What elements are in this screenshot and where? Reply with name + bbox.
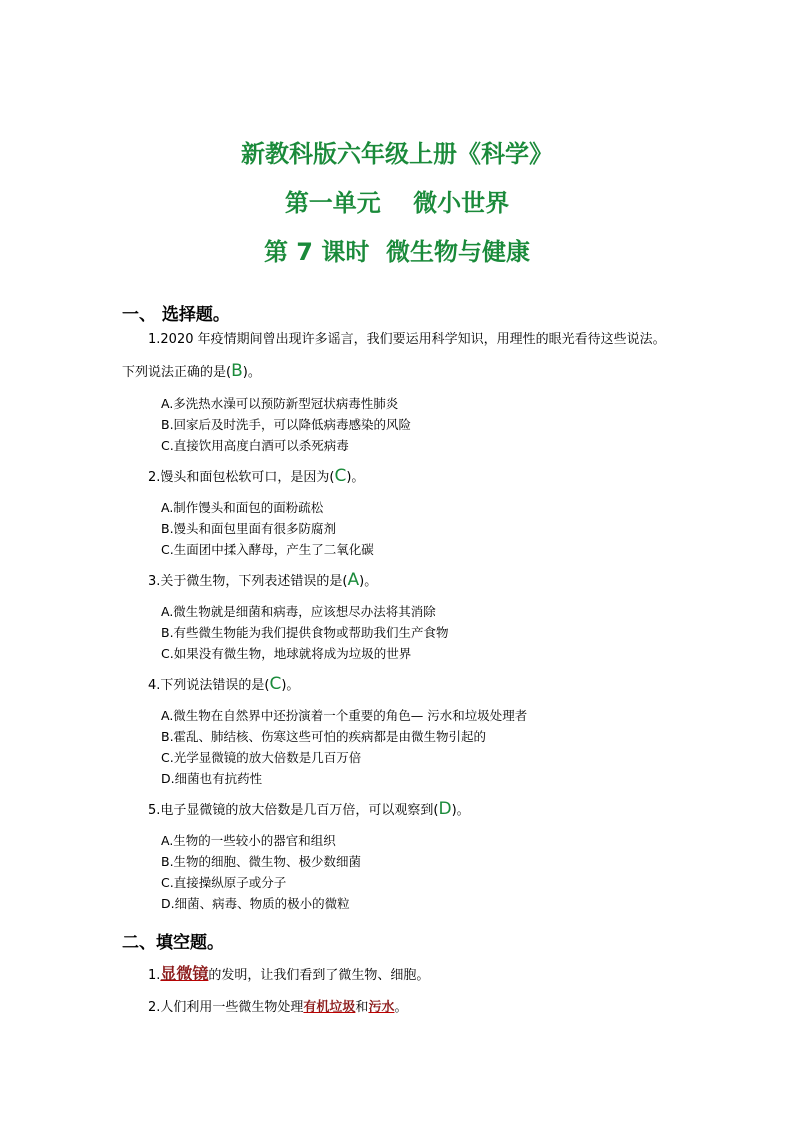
fill-question-1 <box>148 965 429 985</box>
section-heading-choice: 一、 选择题。 <box>122 305 230 325</box>
fill-1-answer: 显微镜 <box>160 964 209 983</box>
question-3-option-a: A.微生物就是细菌和病毒，应该想尽办法将其消除 <box>161 604 436 619</box>
question-4-option-b: B.霍乱、肺结核、伤寒这些可怕的疾病都是由微生物引起的 <box>161 729 487 744</box>
question-4-close: )。 <box>281 678 300 693</box>
question-4-option-d: D.细菌也有抗药性 <box>161 771 263 786</box>
document-titles <box>0 140 794 287</box>
question-1-answer: B <box>231 361 243 381</box>
question-5-option-c: C.直接操纵原子或分子 <box>161 875 287 890</box>
question-3 <box>148 571 377 591</box>
question-5-option-d: D.细菌、病毒、物质的极小的微粒 <box>161 896 350 911</box>
question-1-option-c: C.直接饮用高度白酒可以杀死病毒 <box>161 438 349 453</box>
book-title: 新教科版六年级上册《科学》 <box>241 140 553 168</box>
question-5-answer: D <box>438 799 452 819</box>
fill-1-rest: 的发明，让我们看到了微生物、细胞。 <box>208 968 430 983</box>
fill-2-close: 。 <box>394 1000 408 1015</box>
question-2-option-c: C.生面团中揉入酵母，产生了二氧化碳 <box>161 542 374 557</box>
fill-2-stem: 2.人们利用一些微生物处理 <box>148 1000 304 1015</box>
question-5-option-b: B.生物的细胞、微生物、极少数细菌 <box>161 854 362 869</box>
question-3-option-b: B.有些微生物能为我们提供食物或帮助我们生产食物 <box>161 625 449 640</box>
question-1-text: 1.2020 年疫情期间曾出现许多谣言，我们要运用科学知识，用理性的眼光看待这些说法。 <box>148 332 666 347</box>
question-2-option-a: A.制作馒头和面包的面粉疏松 <box>161 500 324 515</box>
question-5-option-a: A.生物的一些较小的器官和组织 <box>161 833 336 848</box>
unit-title: 第一单元 微小世界 <box>284 189 510 217</box>
question-3-option-c: C.如果没有微生物，地球就将成为垃圾的世界 <box>161 646 412 661</box>
question-4-answer: C <box>269 674 282 694</box>
question-3-stem: 3.关于微生物，下列表述错误的是( <box>148 574 348 589</box>
fill-1-number: 1. <box>148 968 161 983</box>
question-2 <box>148 467 364 487</box>
question-4-option-a: A.微生物在自然界中还扮演着一个重要的角色— 污水和垃圾处理者 <box>161 708 528 723</box>
question-3-answer: A <box>347 570 360 590</box>
question-4 <box>148 675 299 695</box>
question-4-option-c: C.光学显微镜的放大倍数是几百万倍 <box>161 750 362 765</box>
lesson-title: 第 7 课时 微生物与健康 <box>263 238 531 266</box>
fill-2-connector: 和 <box>355 1000 369 1015</box>
question-2-option-b: B.馒头和面包里面有很多防腐剂 <box>161 521 337 536</box>
question-1-option-a: A.多洗热水澡可以预防新型冠状病毒性肺炎 <box>161 396 399 411</box>
question-1-option-b: B.回家后及时洗手，可以降低病毒感染的风险 <box>161 417 412 432</box>
fill-2-answer-2: 污水 <box>368 1000 395 1015</box>
question-3-close: )。 <box>359 574 378 589</box>
question-2-answer: C <box>334 466 347 486</box>
fill-question-2 <box>148 999 407 1017</box>
question-5-stem: 5.电子显微镜的放大倍数是几百万倍，可以观察到( <box>148 803 439 818</box>
question-4-stem: 4.下列说法错误的是( <box>148 678 270 693</box>
question-5-close: )。 <box>451 803 470 818</box>
question-2-close: )。 <box>346 470 365 485</box>
question-5 <box>148 800 470 820</box>
question-2-stem: 2.馒头和面包松软可口，是因为( <box>148 470 335 485</box>
question-1-close: )。 <box>242 365 261 380</box>
question-1-continuation <box>122 362 261 382</box>
section-heading-fill: 二、填空题。 <box>122 933 224 953</box>
question-1-stem: 下列说法正确的是( <box>122 365 232 380</box>
fill-2-answer-1: 有机垃圾 <box>303 1000 356 1015</box>
